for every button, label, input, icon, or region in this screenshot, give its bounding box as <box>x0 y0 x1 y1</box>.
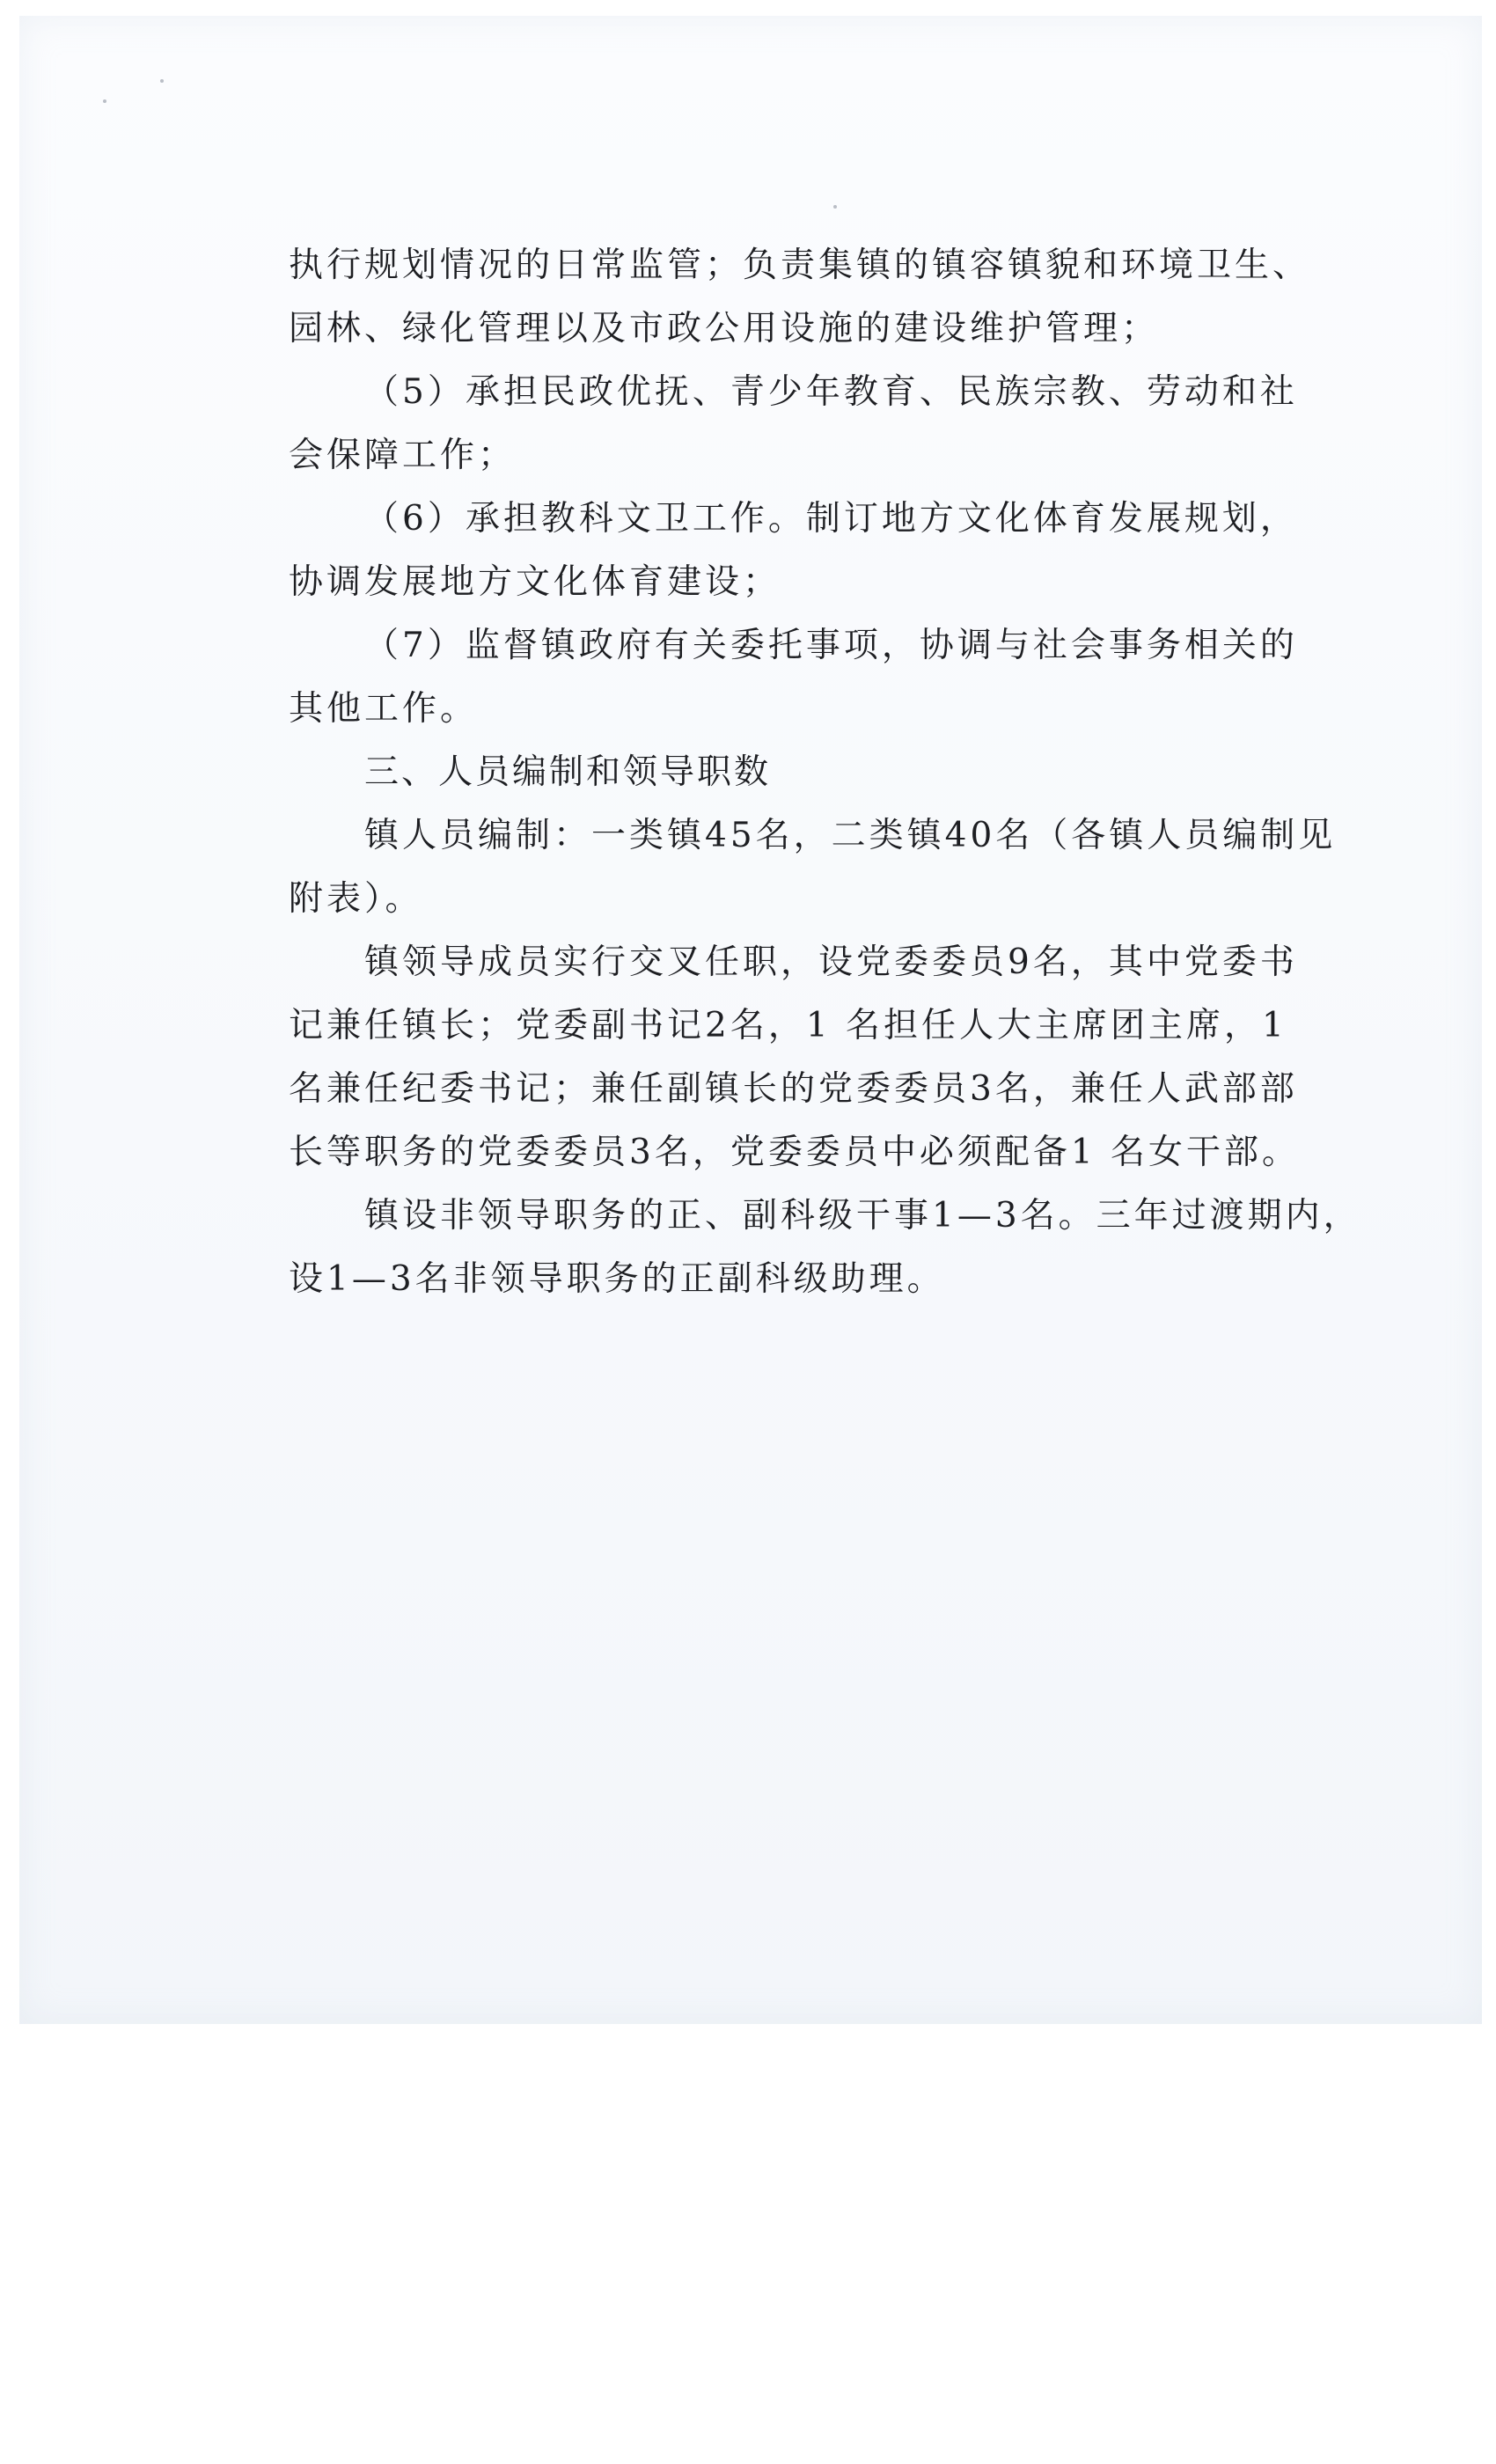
text-line: 名兼任纪委书记；兼任副镇长的党委委员3名，兼任人武部部 <box>289 1069 1298 1109</box>
text-line: 长等职务的党委委员3名，党委委员中必须配备1 名女干部。 <box>289 1133 1301 1172</box>
scan-speck <box>160 79 164 83</box>
text-line: 其他工作。 <box>289 689 479 729</box>
text-line: 镇领导成员实行交叉任职，设党委委员9名，其中党委书 <box>364 942 1298 982</box>
scan-speck <box>103 99 106 103</box>
text-line: 附表）。 <box>289 879 423 919</box>
section-heading: 三、人员编制和领导职数 <box>364 752 772 792</box>
scan-speck <box>833 205 837 209</box>
text-line: 设1—3名非领导职务的正副科级助理。 <box>289 1259 945 1299</box>
text-line: （7）监督镇政府有关委托事项，协调与社会事务相关的 <box>364 626 1298 665</box>
text-line: （6）承担教科文卫工作。制订地方文化体育发展规划， <box>364 499 1298 539</box>
text-line: 记兼任镇长；党委副书记2名，1 名担任人大主席团主席，1 <box>289 1006 1287 1045</box>
text-line: 园林、绿化管理以及市政公用设施的建设维护管理； <box>289 309 1160 348</box>
text-line: 镇人员编制：一类镇45名，二类镇40名（各镇人员编制见 <box>364 816 1337 855</box>
document-body <box>289 238 1361 1315</box>
text-line: （5）承担民政优抚、青少年教育、民族宗教、劳动和社 <box>364 372 1298 412</box>
text-line: 会保障工作； <box>289 436 517 475</box>
text-line: 镇设非领导职务的正、副科级干事1—3名。三年过渡期内， <box>364 1196 1361 1236</box>
text-line: 协调发展地方文化体育建设； <box>289 562 781 602</box>
text-line: 执行规划情况的日常监管；负责集镇的镇容镇貌和环境卫生、 <box>289 246 1311 285</box>
